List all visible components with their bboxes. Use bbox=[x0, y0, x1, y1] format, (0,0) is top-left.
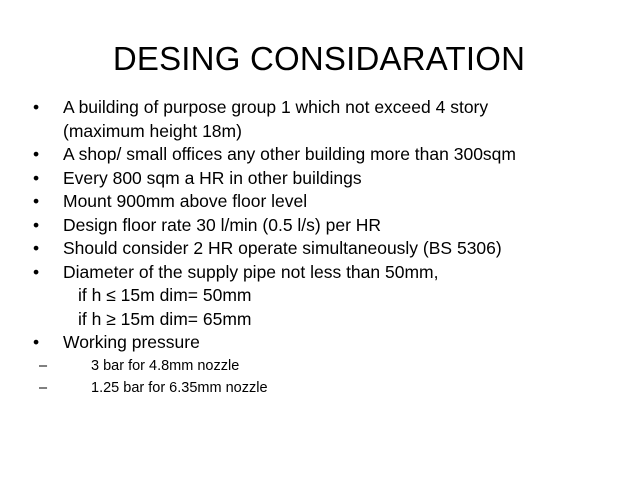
bullet-icon: • bbox=[33, 191, 40, 211]
bullet-icon: • bbox=[33, 238, 40, 258]
bullet-icon: • bbox=[33, 167, 40, 188]
sub-bullet-item bbox=[33, 355, 623, 377]
bullet-text: Design floor rate 30 l/min (0.5 l/s) per HR bbox=[63, 214, 382, 235]
diameter-condition: if h ≤ 15m dim= 50mm bbox=[78, 285, 252, 305]
slide-title: DESING CONSIDARATION bbox=[112, 40, 526, 77]
bullet-text: Every 800 sqm a HR in other buildings bbox=[63, 167, 362, 188]
bullet-list bbox=[33, 96, 623, 399]
bullet-text: Mount 900mm above floor level bbox=[63, 191, 308, 211]
bullet-item bbox=[33, 167, 623, 191]
dash-icon: – bbox=[39, 357, 48, 374]
bullet-text: Diameter of the supply pipe not less than 50mm, bbox=[63, 261, 439, 282]
bullet-text: Should consider 2 HR operate simultaneously (BS 5306) bbox=[63, 238, 502, 258]
diameter-condition: if h ≥ 15m dim= 65mm bbox=[78, 308, 252, 329]
bullet-text-continuation: (maximum height 18m) bbox=[63, 120, 242, 141]
bullet-item bbox=[33, 190, 623, 214]
sub-bullet-text: 1.25 bar for 6.35mm nozzle bbox=[91, 379, 268, 396]
bullet-icon: • bbox=[33, 214, 40, 235]
bullet-icon: • bbox=[33, 97, 40, 117]
bullet-text: A shop/ small offices any other building more than 300sqm bbox=[63, 144, 516, 164]
bullet-icon: • bbox=[33, 332, 40, 352]
dash-icon: – bbox=[39, 379, 48, 396]
bullet-icon: • bbox=[33, 261, 40, 282]
bullet-item bbox=[33, 331, 623, 355]
bullet-text: A building of purpose group 1 which not exceed 4 story bbox=[63, 97, 489, 117]
sub-bullet-item bbox=[33, 377, 623, 399]
bullet-item bbox=[33, 261, 623, 285]
bullet-icon: • bbox=[33, 144, 40, 164]
bullet-item bbox=[33, 214, 623, 238]
bullet-text: Working pressure bbox=[63, 332, 200, 352]
bullet-item bbox=[33, 237, 623, 261]
sub-bullet-text: 3 bar for 4.8mm nozzle bbox=[91, 357, 240, 374]
bullet-item bbox=[33, 143, 623, 167]
bullet-item bbox=[33, 96, 623, 143]
